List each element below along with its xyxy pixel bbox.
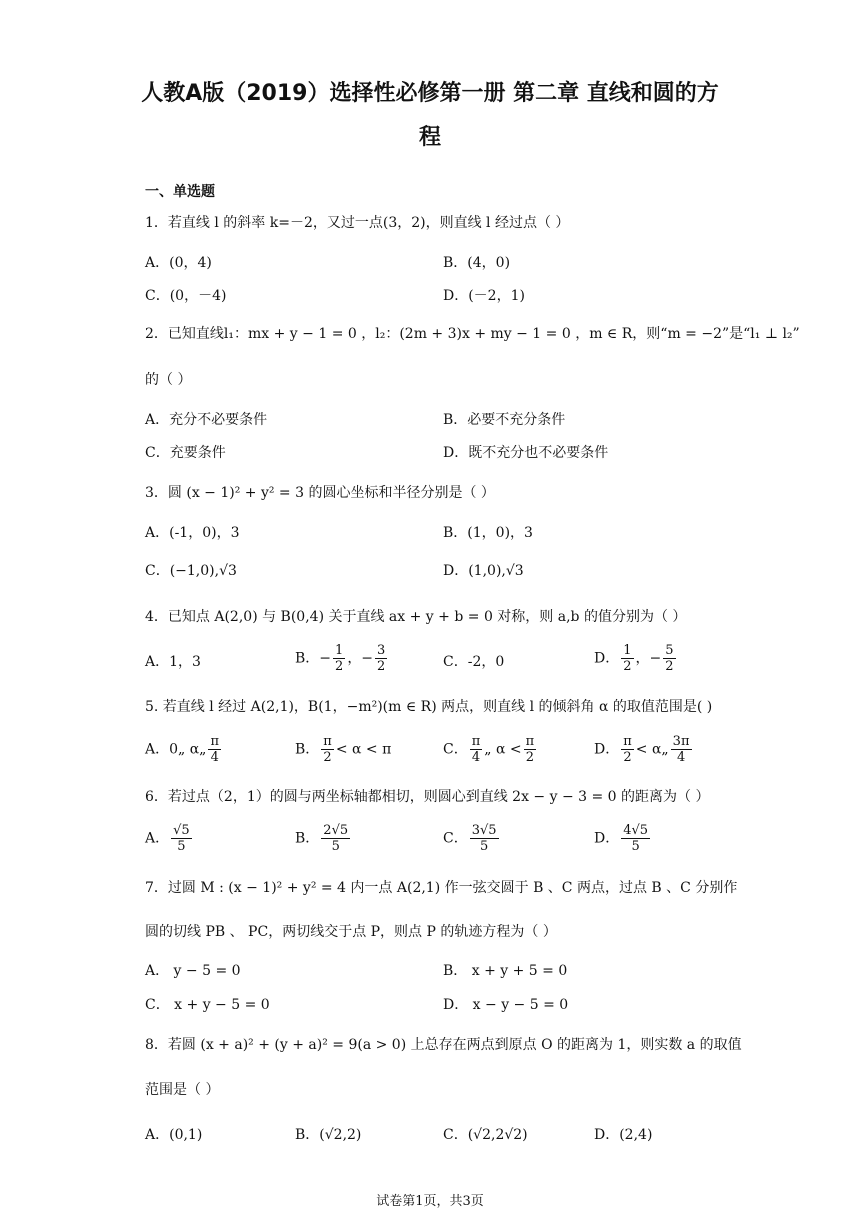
q3-option-b: B．(1，0)，3 xyxy=(443,525,533,541)
question-7-stem-cont: 圆的切线 PB 、 PC，两切线交于点 P，则点 P 的轨迹方程为（ ） xyxy=(145,924,557,940)
q6-option-b: B． $\frac{2√5}{5}$ xyxy=(295,823,349,854)
q8-option-a: A．(0,1) xyxy=(145,1127,203,1143)
q4-option-d: D． $\frac{1}{2}$ ，− $\frac{5}{2}$ xyxy=(594,643,674,674)
q3-option-d: D．(1,0),√3 xyxy=(443,563,524,579)
q4-option-a: A．1，3 xyxy=(145,654,201,670)
q1-option-b: B．(4，0) xyxy=(443,255,511,271)
q4-option-c: C．-2，0 xyxy=(443,654,505,670)
q8-option-c: C．(√2,2√2) xyxy=(443,1127,528,1143)
q7-option-c: C． x + y − 5 = 0 xyxy=(145,997,270,1013)
question-6-stem: 6．若过点（2，1）的圆与两坐标轴都相切，则圆心到直线 2x − y − 3 = 0 的距离为（ ） xyxy=(145,789,710,805)
question-4-stem: 4．已知点 A(2,0) 与 B(0,4) 关于直线 ax + y + b = 0 对称，则 a,b 的值分别为（ ） xyxy=(145,609,687,625)
question-2-stem: 2．已知直线l₁：mx + y − 1 = 0 ，l₂：(2m + 3)x + my − 1 = 0 ，m ∈ R，则“m = −2”是“l₁ ⊥ l₂” xyxy=(145,326,800,342)
q5-option-b: B． $\frac{\pi}{2}$ < α < π xyxy=(295,734,392,765)
q6-option-d: D． $\frac{4√5}{5}$ xyxy=(594,823,649,854)
q5-option-c: C． $\frac{\pi}{4}$ „ α < $\frac{\pi}{2}$ xyxy=(443,734,535,765)
q6-option-c: C． $\frac{3√5}{5}$ xyxy=(443,823,497,854)
q4-option-b: B．− $\frac{1}{2}$ ，− $\frac{3}{2}$ xyxy=(295,643,386,674)
q2-option-a: A．充分不必要条件 xyxy=(145,412,268,428)
q3-option-c: C．(−1,0),√3 xyxy=(145,563,237,579)
q5-option-a: A．0„ α„ $\frac{\pi}{4}$ xyxy=(145,734,219,765)
title-line-2: 程 xyxy=(418,125,441,150)
title-line-1: 人教A版（2019）选择性必修第一册 第二章 直线和圆的方 xyxy=(141,81,719,106)
section-heading: 一、单选题 xyxy=(145,184,215,200)
q1-option-c: C．(0，－4) xyxy=(145,288,227,304)
q7-option-a: A． y − 5 = 0 xyxy=(145,963,241,979)
question-5-stem: 5. 若直线 l 经过 A(2,1)，B(1，−m²)(m ∈ R) 两点，则直线 l 的倾斜角 α 的取值范围是( ) xyxy=(145,699,713,715)
q8-option-d: D．(2,4) xyxy=(594,1127,653,1143)
page-footer: 试卷第1页，共3页 xyxy=(376,1194,484,1209)
q1-option-a: A．(0，4) xyxy=(145,255,212,271)
q2-option-b: B．必要不充分条件 xyxy=(443,412,566,428)
question-7-stem: 7．过圆 M : (x − 1)² + y² = 4 内一点 A(2,1) 作一弦交圆于 B 、C 两点，过点 B 、C 分别作 xyxy=(145,880,738,896)
q5-option-d: D． $\frac{\pi}{2}$ < α„ $\frac{3\pi}{4}$ xyxy=(594,734,690,765)
q3-option-a: A．(-1，0)，3 xyxy=(145,525,240,541)
q7-option-b: B． x + y + 5 = 0 xyxy=(443,963,568,979)
q7-option-d: D． x − y − 5 = 0 xyxy=(443,997,569,1013)
question-1-stem: 1．若直线 l 的斜率 k=－2，又过一点(3，2)，则直线 l 经过点（ ） xyxy=(145,215,570,231)
question-3-stem: 3．圆 (x − 1)² + y² = 3 的圆心坐标和半径分别是（ ） xyxy=(145,485,495,501)
question-8-stem: 8．若圆 (x + a)² + (y + a)² = 9(a > 0) 上总存在两点到原点 O 的距离为 1，则实数 a 的取值 xyxy=(145,1037,742,1053)
question-2-stem-cont: 的（ ） xyxy=(145,372,192,388)
question-8-stem-cont: 范围是（ ） xyxy=(145,1082,220,1098)
q2-option-c: C．充要条件 xyxy=(145,445,226,461)
q6-option-a: A． $\frac{√5}{5}$ xyxy=(145,823,190,854)
q2-option-d: D．既不充分也不必要条件 xyxy=(443,445,609,461)
q1-option-d: D．(－2，1) xyxy=(443,288,525,304)
q8-option-b: B．(√2,2) xyxy=(295,1127,362,1143)
